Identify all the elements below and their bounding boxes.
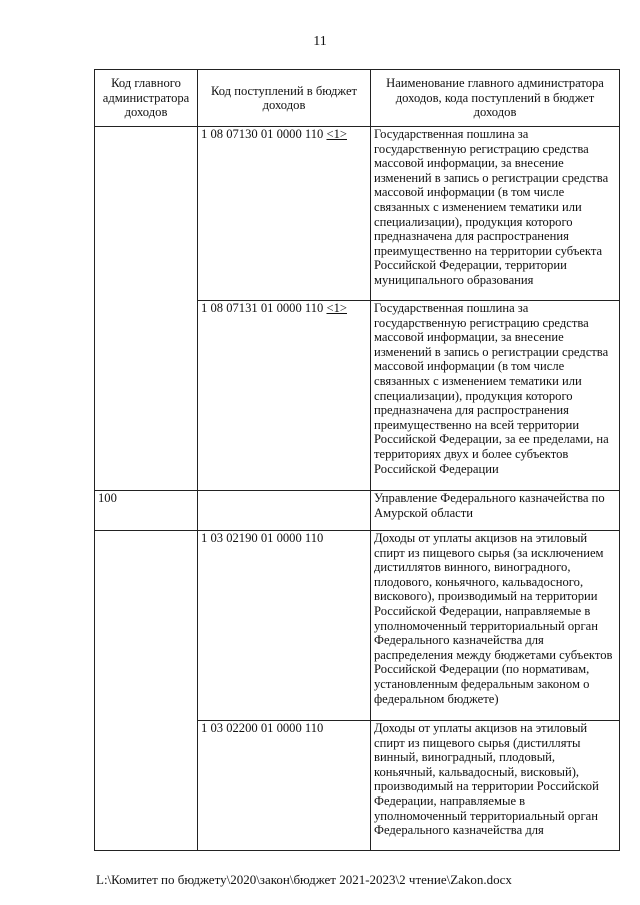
- revenue-code-cell: [198, 301, 371, 491]
- revenue-administrators-table: [94, 69, 620, 851]
- revenue-name-cell: Государственная пошлина за государственную регистрацию средства массовой информации, за внесение изменений в запись о регистрации средства массовой информации (в том числе связанных с изменением тематики или специализации), продукция которого предназначена для распространения преимущественно на территории субъекта Российской Федерации, территории муниципального образования: [371, 127, 620, 301]
- header-revenue-code: Код поступлений в бюджет доходов: [198, 70, 371, 127]
- footnote-ref-link[interactable]: <1>: [326, 127, 347, 141]
- revenue-code-cell: 1 03 02190 01 0000 110: [198, 531, 371, 721]
- header-admin-code: Код главного администратора доходов: [95, 70, 198, 127]
- admin-code-cell: [95, 127, 198, 491]
- admin-code-cell: [95, 531, 198, 851]
- page-number: 11: [313, 34, 327, 49]
- footer-file-path: L:\Комитет по бюджету\2020\закон\бюджет 2021-2023\2 чтение\Zakon.docx: [96, 872, 512, 887]
- table-row: [95, 531, 620, 721]
- revenue-code: 1 08 07131 01 0000 110: [201, 301, 324, 315]
- table-row: [95, 491, 620, 531]
- revenue-name-cell: Государственная пошлина за государственную регистрацию средства массовой информации, за внесение изменений в запись о регистрации средства массовой информации (в том числе связанных с изменением тематики или специализации), продукция которого предназначена для распространения преимущественно на всей территории Российской Федерации, за ее пределами, на территориях двух и более субъектов Российской Федерации: [371, 301, 620, 491]
- revenue-name-cell: Управление Федерального казначейства по Амурской области: [371, 491, 620, 531]
- table-header-row: [95, 70, 620, 127]
- revenue-code: 1 08 07130 01 0000 110: [201, 127, 324, 141]
- revenue-code-cell: 1 03 02200 01 0000 110: [198, 721, 371, 851]
- revenue-name-cell: Доходы от уплаты акцизов на этиловый спирт из пищевого сырья (за исключением дистиллятов винного, виноградного, плодового, коньячного, кальвадосного, вискового), производимый на территории Российской Федерации, направляемые в уполномоченный территориальный орган Федерального казначейства для распределения между бюджетами субъектов Российской Федерации (по нормативам, установленным федеральным законом о федеральном бюджете): [371, 531, 620, 721]
- footnote-ref-link[interactable]: <1>: [326, 301, 347, 315]
- revenue-name-cell: Доходы от уплаты акцизов на этиловый спирт из пищевого сырья (дистилляты винный, виноградный, плодовый, коньячный, кальвадосный, висковый), производимый на территории Российской Федерации, направляемые в уполномоченный территориальный орган Федерального казначейства для: [371, 721, 620, 851]
- header-name: Наименование главного администратора доходов, кода поступлений в бюджет доходов: [371, 70, 620, 127]
- revenue-code-cell: [198, 127, 371, 301]
- admin-code-cell: 100: [95, 491, 198, 531]
- table-row: [95, 127, 620, 301]
- revenue-code-cell: [198, 491, 371, 531]
